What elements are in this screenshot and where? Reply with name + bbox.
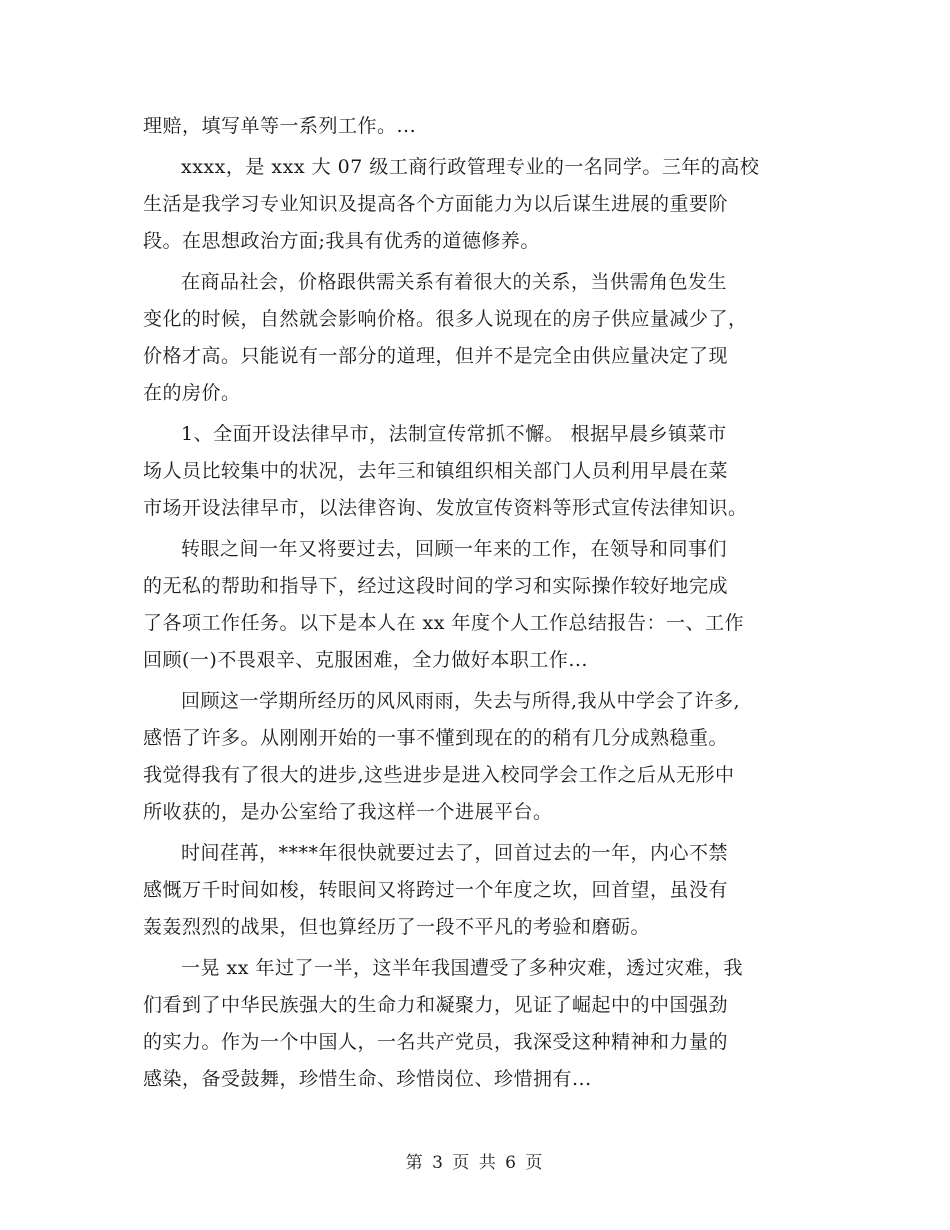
paragraph-4 xyxy=(143,416,808,527)
text-line: 转眼之间一年又将要过去，回顾一年来的工作，在领导和同事们 xyxy=(181,538,728,560)
text-line: 回顾这一学期所经历的风风雨雨，失去与所得,我从中学会了许多, xyxy=(181,690,741,712)
paragraph-7 xyxy=(143,835,808,946)
text-line: 所收获的，是办公室给了我这样一个进展平台。 xyxy=(143,801,553,823)
paragraph-3 xyxy=(143,264,808,412)
text-line: 感染，备受鼓舞，珍惜生命、珍惜岗位、珍惜拥有... xyxy=(143,1068,592,1090)
text-line: 变化的时候，自然就会影响价格。很多人说现在的房子供应量减少了， xyxy=(143,308,748,330)
document-body xyxy=(143,108,808,1102)
text-line: 1、全面开设法律早市，法制宣传常抓不懈。 根据早晨乡镇菜市 xyxy=(181,423,727,445)
text-line: 时间荏苒，****年很快就要过去了，回首过去的一年，内心不禁 xyxy=(181,842,729,864)
paragraph-6 xyxy=(143,683,808,831)
paragraph-5 xyxy=(143,531,808,679)
text-line: 我觉得我有了很大的进步,这些进步是进入校同学会工作之后从无形中 xyxy=(143,764,735,786)
paragraph-2 xyxy=(143,149,808,260)
text-line: 感悟了许多。从刚刚开始的一事不懂到现在的的稍有几分成熟稳重。 xyxy=(143,727,729,749)
text-line: 们看到了中华民族强大的生命力和凝聚力，见证了崛起中的中国强劲 xyxy=(143,994,729,1016)
paragraph-1 xyxy=(143,108,808,145)
text-line: 的无私的帮助和指导下，经过这段时间的学习和实际操作较好地完成 xyxy=(143,575,729,597)
text-line: 轰轰烈烈的战果，但也算经历了一段不平凡的考验和磨砺。 xyxy=(143,916,651,938)
text-line: 了各项工作任务。以下是本人在 xx 年度个人工作总结报告：一、工作 xyxy=(143,612,745,634)
text-line: 感慨万千时间如梭，转眼间又将跨过一个年度之坎，回首望，虽没有 xyxy=(143,879,729,901)
paragraph-8 xyxy=(143,950,808,1098)
text-line: 段。在思想政治方面;我具有优秀的道德修养。 xyxy=(143,230,540,252)
text-line: 市场开设法律早市，以法律咨询、发放宣传资料等形式宣传法律知识。 xyxy=(143,497,748,519)
text-line: 场人员比较集中的状况，去年三和镇组织相关部门人员利用早晨在菜 xyxy=(143,460,729,482)
text-line: 在商品社会，价格跟供需关系有着很大的关系，当供需角色发生 xyxy=(181,271,728,293)
text-line: 在的房价。 xyxy=(143,382,241,404)
page-number-footer: 第 3 页 共 6 页 xyxy=(405,1153,545,1173)
text-line: xxxx，是 xxx 大 07 级工商行政管理专业的一名同学。三年的高校 xyxy=(181,156,760,178)
text-line: 价格才高。只能说有一部分的道理，但并不是完全由供应量决定了现 xyxy=(143,345,729,367)
text-line: 一晃 xx 年过了一半，这半年我国遭受了多种灾难，透过灾难，我 xyxy=(181,957,744,979)
text-line: 生活是我学习专业知识及提高各个方面能力为以后谋生进展的重要阶 xyxy=(143,193,729,215)
text-line: 理赔，填写单等一系列工作。... xyxy=(143,115,417,137)
text-line: 的实力。作为一个中国人，一名共产党员，我深受这种精神和力量的 xyxy=(143,1031,729,1053)
text-line: 回顾(一)不畏艰辛、克服困难，全力做好本职工作... xyxy=(143,649,588,671)
